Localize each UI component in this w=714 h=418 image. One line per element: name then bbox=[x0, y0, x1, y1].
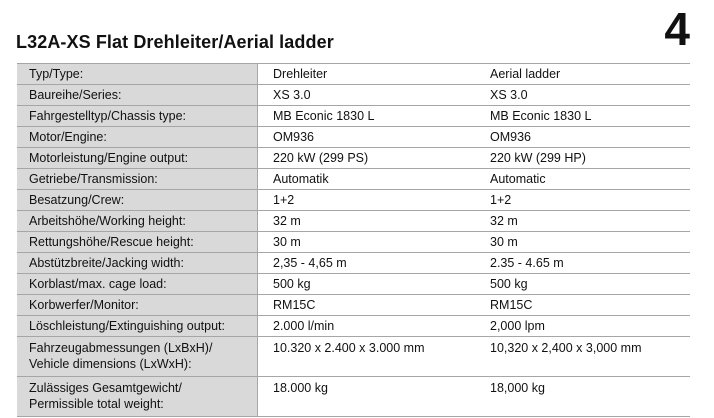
value-german: 10.320 x 2.400 x 3.000 mm bbox=[258, 337, 476, 377]
page-title: L32A-XS Flat Drehleiter/Aerial ladder bbox=[16, 32, 334, 52]
table-row bbox=[17, 316, 690, 337]
table-row bbox=[17, 232, 690, 253]
table-row bbox=[17, 190, 690, 211]
value-german: 30 m bbox=[258, 232, 476, 253]
row-label: Korblast/max. cage load: bbox=[17, 274, 258, 295]
row-label: Arbeitshöhe/Working height: bbox=[17, 211, 258, 232]
spec-table bbox=[17, 63, 690, 417]
row-label: Rettungshöhe/Rescue height: bbox=[17, 232, 258, 253]
table-row bbox=[17, 106, 690, 127]
value-german: 2.000 l/min bbox=[258, 316, 476, 337]
value-english: OM936 bbox=[475, 127, 690, 148]
table-row bbox=[17, 377, 690, 417]
table-row bbox=[17, 211, 690, 232]
row-label: Baureihe/Series: bbox=[17, 85, 258, 106]
value-english: RM15C bbox=[475, 295, 690, 316]
value-german: 500 kg bbox=[258, 274, 476, 295]
value-german: 1+2 bbox=[258, 190, 476, 211]
table-row bbox=[17, 253, 690, 274]
value-english: 30 m bbox=[475, 232, 690, 253]
value-german: RM15C bbox=[258, 295, 476, 316]
value-german: 2,35 - 4,65 m bbox=[258, 253, 476, 274]
row-label: Abstützbreite/Jacking width: bbox=[17, 253, 258, 274]
value-english: XS 3.0 bbox=[475, 85, 690, 106]
value-english: 500 kg bbox=[475, 274, 690, 295]
row-label: Besatzung/Crew: bbox=[17, 190, 258, 211]
value-english: 220 kW (299 HP) bbox=[475, 148, 690, 169]
value-english: 32 m bbox=[475, 211, 690, 232]
row-label-line: Zulässiges Gesamtgewicht/ bbox=[29, 381, 182, 395]
row-label: Typ/Type: bbox=[17, 64, 258, 85]
table-row bbox=[17, 337, 690, 377]
row-label bbox=[17, 337, 258, 377]
row-label-line: Permissible total weight: bbox=[29, 397, 164, 411]
table-row bbox=[17, 64, 690, 85]
row-label: Fahrgestelltyp/Chassis type: bbox=[17, 106, 258, 127]
row-label: Motorleistung/Engine output: bbox=[17, 148, 258, 169]
table-row bbox=[17, 127, 690, 148]
table-row bbox=[17, 169, 690, 190]
row-label: Motor/Engine: bbox=[17, 127, 258, 148]
value-german: XS 3.0 bbox=[258, 85, 476, 106]
row-label-line: Vehicle dimensions (LxWxH): bbox=[29, 357, 192, 371]
value-german: 32 m bbox=[258, 211, 476, 232]
page-number: 4 bbox=[664, 3, 690, 55]
value-english: Automatic bbox=[475, 169, 690, 190]
value-english: MB Econic 1830 L bbox=[475, 106, 690, 127]
row-label bbox=[17, 377, 258, 417]
table-row bbox=[17, 295, 690, 316]
value-english: 2.35 - 4.65 m bbox=[475, 253, 690, 274]
table-row bbox=[17, 148, 690, 169]
value-english: 10,320 x 2,400 x 3,000 mm bbox=[475, 337, 690, 377]
table-row bbox=[17, 85, 690, 106]
row-label: Löschleistung/Extinguishing output: bbox=[17, 316, 258, 337]
table-row bbox=[17, 274, 690, 295]
value-english: 1+2 bbox=[475, 190, 690, 211]
value-german: 220 kW (299 PS) bbox=[258, 148, 476, 169]
row-label-line: Fahrzeugabmessungen (LxBxH)/ bbox=[29, 341, 213, 355]
value-german: Automatik bbox=[258, 169, 476, 190]
value-german: MB Econic 1830 L bbox=[258, 106, 476, 127]
value-german: OM936 bbox=[258, 127, 476, 148]
value-german: Drehleiter bbox=[258, 64, 476, 85]
value-english: 2,000 lpm bbox=[475, 316, 690, 337]
value-german: 18.000 kg bbox=[258, 377, 476, 417]
row-label: Korbwerfer/Monitor: bbox=[17, 295, 258, 316]
value-english: Aerial ladder bbox=[475, 64, 690, 85]
value-english: 18,000 kg bbox=[475, 377, 690, 417]
row-label: Getriebe/Transmission: bbox=[17, 169, 258, 190]
